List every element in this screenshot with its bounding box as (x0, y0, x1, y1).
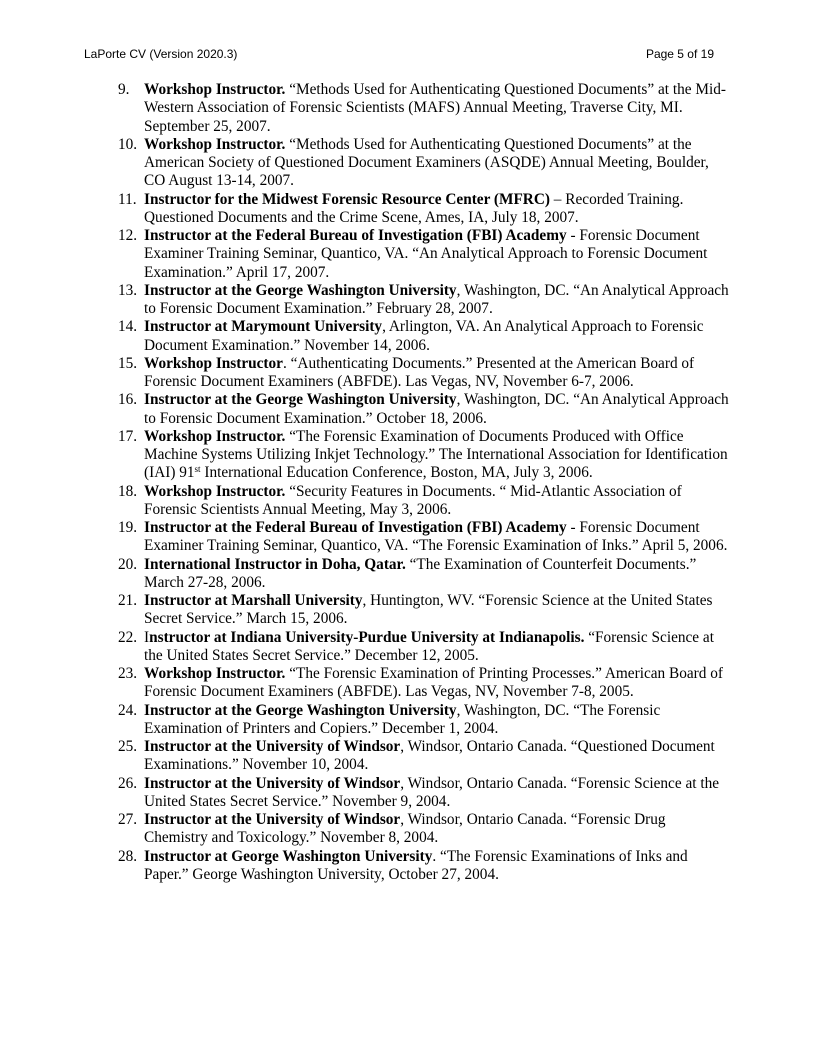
item-number: 23. (118, 665, 138, 682)
list-item (118, 629, 730, 666)
page-number: Page 5 of 19 (645, 47, 714, 61)
item-title: Instructor at George Washington University (144, 847, 433, 865)
list-item (118, 519, 730, 556)
item-details: , Washington, DC. “An Analytical Approach to Forensic Document Examination.” October 18, 2006. (144, 391, 729, 427)
document-title: LaPorte CV (Version 2020.3) (84, 47, 238, 61)
item-details: “The Forensic Examination of Printing Processes.” American Board of Forensic Document Examiners (ABFDE). Las Vegas, NV, November 7-8, 2005. (144, 665, 723, 701)
item-title: International Instructor in Doha, Qatar. (144, 555, 406, 573)
list-item (118, 665, 730, 702)
item-title: Workshop Instructor. (144, 482, 286, 500)
list-item (118, 282, 730, 319)
item-details: “Methods Used for Authenticating Questioned Documents” at the Mid-Western Association of Forensic Scientists (MAFS) Annual Meeting, Traverse City, MI. September 25, 2007. (144, 81, 726, 135)
item-title: Instructor at Marshall University (144, 592, 363, 609)
list-item (118, 318, 730, 355)
item-details: - Forensic Document Examiner Training Seminar, Quantico, VA. “The Forensic Examination of Inks.” April 5, 2006. (144, 519, 728, 555)
list-item (118, 738, 730, 775)
list-item (118, 227, 730, 282)
item-number: 26. (118, 774, 138, 792)
item-number: 11. (118, 190, 137, 208)
item-title: Instructor at the George Washington University (144, 701, 457, 719)
list-item (118, 811, 730, 848)
item-number: 9. (118, 81, 130, 98)
item-title: Instructor at the University of Windsor (144, 738, 401, 755)
item-title: Instructor at the George Washington University (144, 391, 457, 409)
item-details: . “Authenticating Documents.” Presented at the American Board of Forensic Document Examiners (ABFDE). Las Vegas, NV, November 6-7, 2006. (144, 354, 695, 390)
item-details: , Washington, DC. “An Analytical Approach to Forensic Document Examination.” February 28, 2007. (144, 281, 729, 317)
list-item (118, 191, 730, 228)
item-number: 25. (118, 738, 138, 755)
item-number: 21. (118, 592, 138, 609)
item-number: 22. (118, 628, 138, 646)
list-item (118, 775, 730, 812)
item-details: “Forensic Science at the United States Secret Service.” December 12, 2005. (144, 628, 714, 664)
list-item (118, 391, 730, 428)
list-item (118, 428, 730, 483)
item-title: Workshop Instructor. (144, 665, 286, 682)
item-number: 12. (118, 227, 138, 244)
item-title: Workshop Instructor. (144, 81, 286, 98)
item-details: “The Examination of Counterfeit Documents.” March 27-28, 2006. (144, 555, 697, 591)
item-number: 14. (118, 318, 138, 336)
item-number: 19. (118, 519, 138, 536)
item-title: Instructor at Marymount University (144, 318, 383, 336)
ordinal-suffix: st (194, 464, 201, 475)
item-number: 24. (118, 701, 138, 719)
list-item (118, 81, 730, 136)
item-title: Instructor at the University of Windsor (144, 774, 401, 792)
item-details: , Huntington, WV. “Forensic Science at the United States Secret Service.” March 15, 2006. (144, 592, 713, 628)
item-details: , Washington, DC. “The Forensic Examination of Printers and Copiers.” December 1, 2004. (144, 701, 661, 737)
instructor-list (118, 81, 730, 884)
list-item (118, 848, 730, 885)
list-item (118, 136, 730, 191)
item-title: Workshop Instructor. (144, 427, 286, 445)
item-number: 18. (118, 482, 138, 500)
item-number: 27. (118, 811, 138, 828)
item-details: . “The Forensic Examinations of Inks and Paper.” George Washington University, October 27, 2004. (144, 847, 688, 883)
list-item (118, 556, 730, 593)
item-title: Instructor at the Federal Bureau of Investigation (FBI) Academy (144, 519, 567, 536)
item-title-initial: I (144, 628, 150, 646)
list-item (118, 355, 730, 392)
item-title: Instructor at the Federal Bureau of Investigation (FBI) Academy (144, 227, 567, 244)
item-details: , Arlington, VA. An Analytical Approach to Forensic Document Examination.” November 14, 2006. (144, 318, 704, 354)
list-item (118, 702, 730, 739)
item-number: 10. (118, 135, 138, 153)
item-details: , Windsor, Ontario Canada. “Forensic Drug Chemistry and Toxicology.” November 8, 2004. (144, 811, 666, 847)
list-item (118, 592, 730, 629)
item-number: 28. (118, 847, 138, 865)
item-details: – Recorded Training. Questioned Documents and the Crime Scene, Ames, IA, July 18, 2007. (144, 190, 684, 226)
item-title: nstructor at Indiana University-Purdue University at Indianapolis. (149, 628, 585, 646)
item-number: 15. (118, 354, 138, 372)
item-title: Workshop Instructor. (144, 135, 286, 153)
item-title: Instructor at the University of Windsor (144, 811, 401, 828)
item-details: - Forensic Document Examiner Training Seminar, Quantico, VA. “An Analytical Approach to Forensic Document Examination.” April 17, 2007. (144, 227, 708, 281)
item-number: 17. (118, 427, 138, 445)
item-details: “The Forensic Examination of Documents Produced with Office Machine Systems Utilizing Inkjet Technology.” The International Association for Identification (IAI) 91 (144, 427, 728, 482)
item-details: , Windsor, Ontario Canada. “Questioned Document Examinations.” November 10, 2004. (144, 738, 715, 774)
item-details: , Windsor, Ontario Canada. “Forensic Science at the United States Secret Service.” November 9, 2004. (144, 774, 720, 810)
item-title: Instructor at the George Washington University (144, 281, 457, 299)
item-details: “Security Features in Documents. “ Mid-Atlantic Association of Forensic Scientists Annual Meeting, May 3, 2006. (144, 482, 682, 518)
item-title: Workshop Instructor (144, 354, 283, 372)
list-item (118, 483, 730, 520)
item-title: Instructor for the Midwest Forensic Resource Center (MFRC) (144, 190, 550, 208)
item-details: “Methods Used for Authenticating Questioned Documents” at the American Society of Questioned Document Examiners (ASQDE) Annual Meeting, Boulder, CO August 13-14, 2007. (144, 135, 709, 190)
item-number: 16. (118, 391, 138, 409)
item-number: 13. (118, 281, 138, 299)
item-details-continued: International Education Conference, Boston, MA, July 3, 2006. (200, 464, 593, 482)
item-number: 20. (118, 555, 138, 573)
